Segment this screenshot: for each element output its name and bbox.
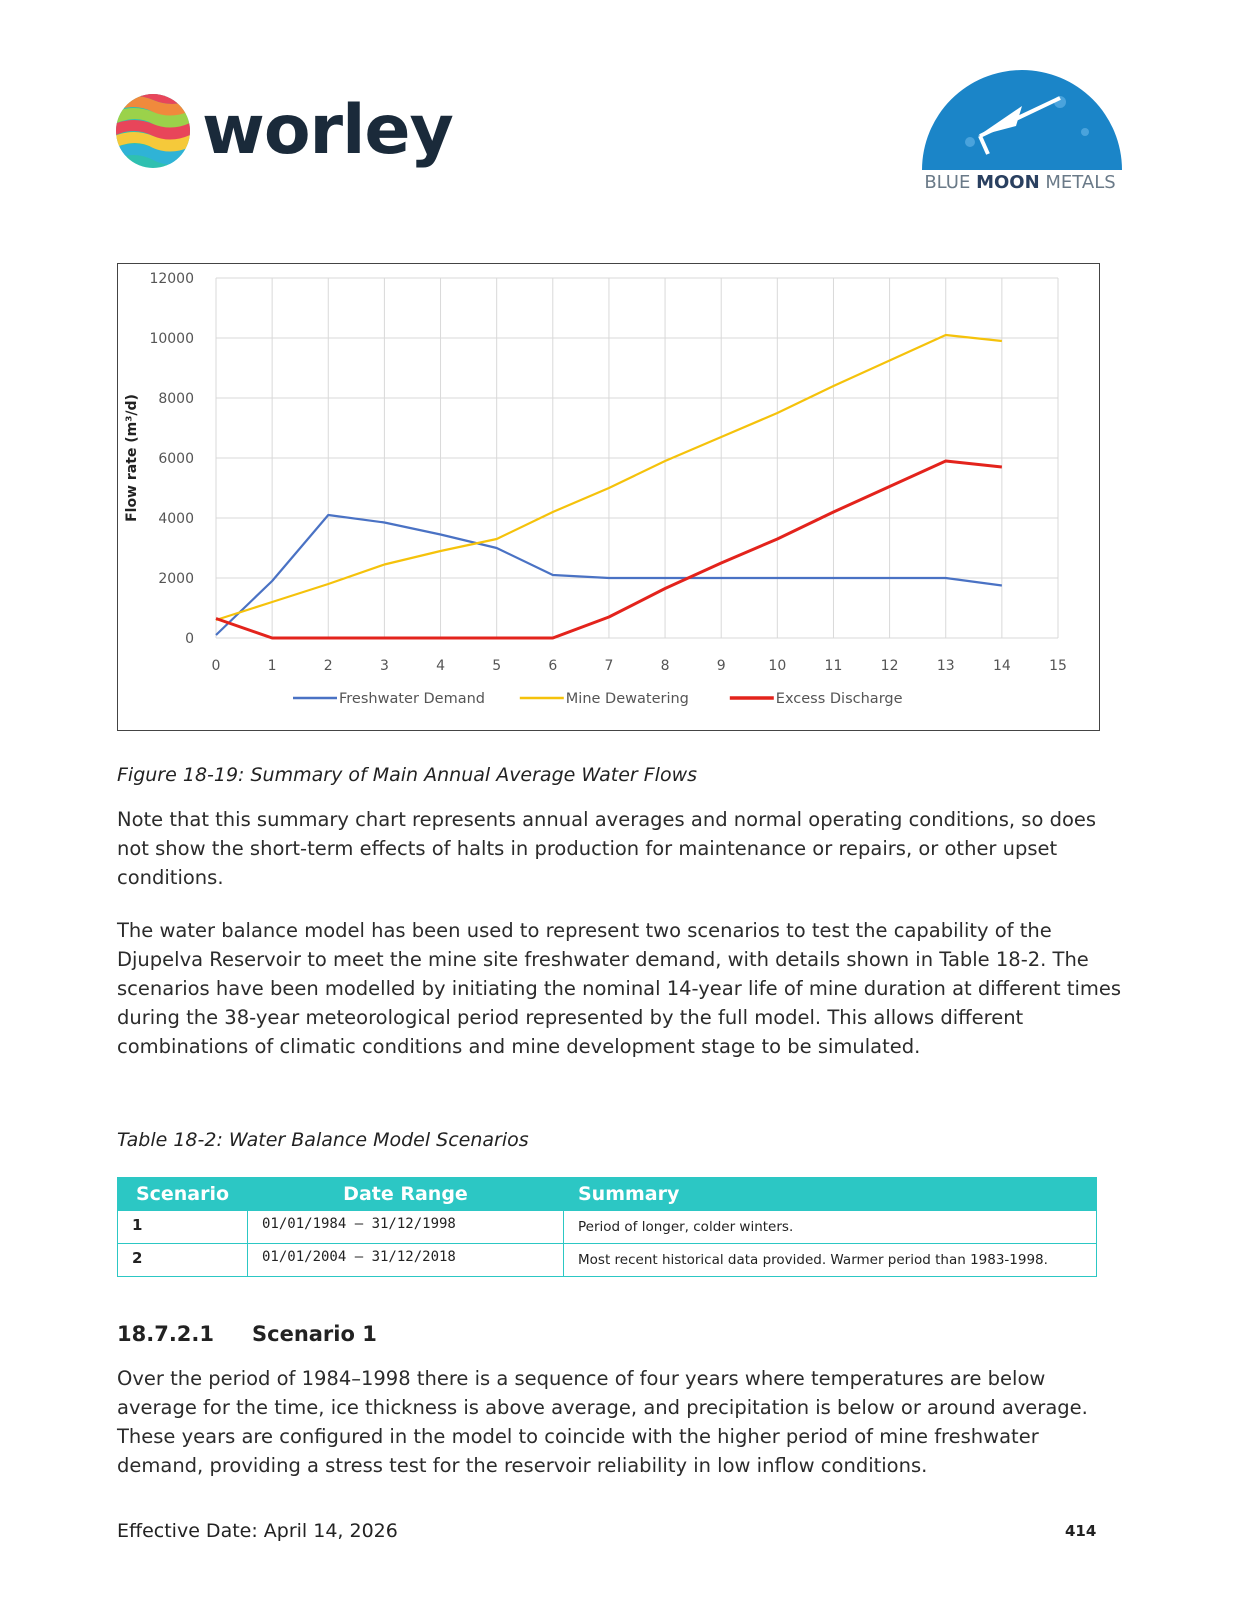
legend-label: Mine Dewatering <box>565 691 689 707</box>
legend-label: Excess Discharge <box>775 691 903 707</box>
section-body: Over the period of 1984–1998 there is a sequence of four years where temperatures are below average for the time, ice thickness is above average, and precipitation is below or around average. These years are configured in the model to coincide with the higher period of mine freshwater demand, providing a stress test for the reservoir reliability in low inflow conditions. <box>117 1367 1088 1477</box>
moon-icon <box>910 62 1130 172</box>
x-tick-label: 13 <box>936 658 955 674</box>
x-tick-label: 1 <box>267 658 277 674</box>
header-scenario: Scenario <box>118 1178 248 1211</box>
x-tick-label: 14 <box>992 658 1011 674</box>
y-axis-label: Flow rate (m³/d) <box>124 394 140 522</box>
y-tick-label: 6000 <box>158 451 194 467</box>
section-number: 18.7.2.1 <box>117 1322 214 1346</box>
page-number: 414 <box>1065 1522 1097 1540</box>
cell-summary: Period of longer, colder winters. <box>564 1211 1097 1244</box>
x-tick-label: 5 <box>492 658 502 674</box>
table-row <box>118 1244 1097 1277</box>
blue-moon-metals-logo <box>910 62 1130 192</box>
x-tick-label: 12 <box>880 658 899 674</box>
x-tick-label: 15 <box>1049 658 1067 674</box>
cell-scenario: 2 <box>118 1244 248 1277</box>
cell-date-range: 01/01/1984 – 31/12/1998 <box>248 1211 564 1244</box>
x-tick-label: 8 <box>660 658 670 674</box>
x-tick-label: 6 <box>548 658 558 674</box>
x-tick-label: 4 <box>436 658 445 674</box>
worley-swirl-icon <box>114 92 192 170</box>
paragraph-water-balance: The water balance model has been used to represent two scenarios to test the capability of the Djupelva Reservoir to meet the mine site freshwater demand, with details shown in Table 18-2. The scenarios have been modelled by initiating the nominal 14-year life of mine duration at different times during the 38-year meteorological period represented by the full model. This allows different combinations of climatic conditions and mine development stage to be simulated. <box>117 919 1122 1058</box>
x-tick-label: 0 <box>211 658 221 674</box>
effective-date: Effective Date: April 14, 2026 <box>117 1520 398 1542</box>
x-tick-label: 9 <box>716 658 726 674</box>
table-header-row <box>118 1178 1097 1211</box>
water-flows-chart <box>117 263 1100 731</box>
chart-svg <box>118 264 1101 732</box>
worley-logo <box>114 92 453 170</box>
legend-label: Freshwater Demand <box>339 691 486 707</box>
blue-moon-metals-wordmark: BLUE MOON METALS <box>924 172 1116 193</box>
cell-date-range: 01/01/2004 – 31/12/2018 <box>248 1244 564 1277</box>
x-tick-label: 11 <box>824 658 843 674</box>
header-date-range: Date Range <box>248 1178 564 1211</box>
y-tick-label: 8000 <box>158 391 194 407</box>
table-row <box>118 1211 1097 1244</box>
figure-caption: Figure 18-19: Summary of Main Annual Average Water Flows <box>117 764 698 786</box>
y-tick-label: 2000 <box>158 571 194 587</box>
paragraph-note: Note that this summary chart represents annual averages and normal operating conditions, so does not show the short-term effects of halts in production for maintenance or repairs, or other upset conditions. <box>117 808 1097 889</box>
y-tick-label: 4000 <box>158 511 194 527</box>
cell-scenario: 1 <box>118 1211 248 1244</box>
section-heading <box>117 1322 377 1346</box>
x-tick-label: 3 <box>379 658 389 674</box>
y-tick-label: 10000 <box>149 331 194 347</box>
y-tick-label: 0 <box>185 631 194 647</box>
scenarios-table <box>117 1177 1097 1277</box>
header-summary: Summary <box>564 1178 1097 1211</box>
section-title: Scenario 1 <box>252 1322 377 1346</box>
x-tick-label: 7 <box>604 658 614 674</box>
x-tick-label: 10 <box>768 658 787 674</box>
table-caption: Table 18-2: Water Balance Model Scenarios <box>117 1129 529 1151</box>
y-tick-label: 12000 <box>149 271 194 287</box>
x-tick-label: 2 <box>323 658 333 674</box>
cell-summary: Most recent historical data provided. Warmer period than 1983-1998. <box>564 1244 1097 1277</box>
worley-wordmark: worley <box>202 91 453 170</box>
